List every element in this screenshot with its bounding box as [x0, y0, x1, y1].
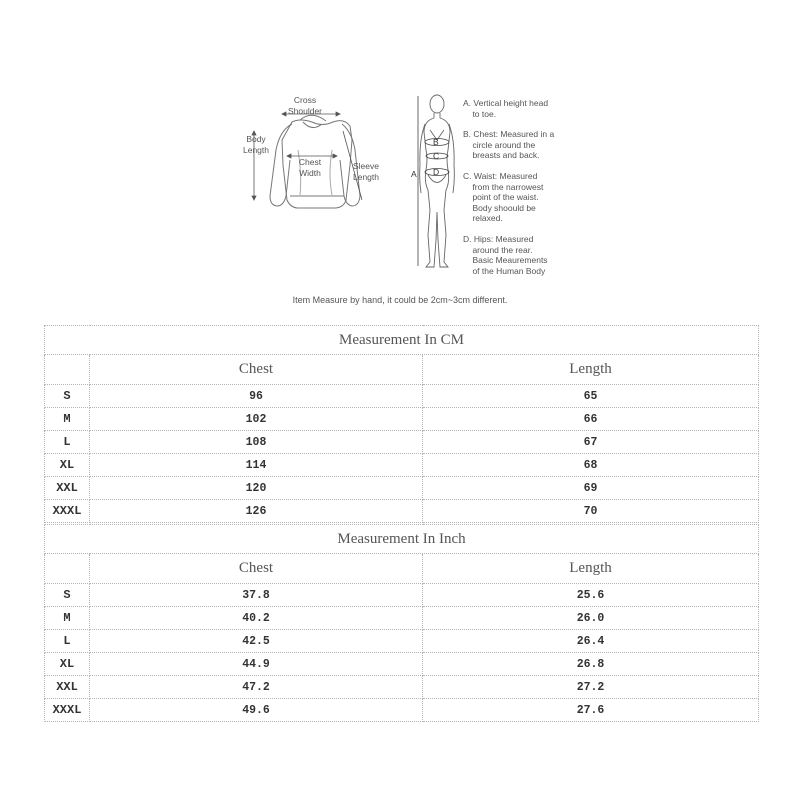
chest-cell: 44.9 — [90, 653, 423, 676]
size-cell: L — [45, 630, 90, 653]
chest-cell: 102 — [90, 408, 423, 431]
inch-size-table — [44, 524, 759, 722]
length-cell: 26.4 — [423, 630, 759, 653]
size-cell: XXL — [45, 676, 90, 699]
length-cell: 66 — [423, 408, 759, 431]
body-figure-diagram — [0, 0, 800, 300]
cm-header-chest: Chest — [90, 355, 423, 385]
size-cell: M — [45, 607, 90, 630]
length-cell: 26.8 — [423, 653, 759, 676]
table-row — [45, 607, 759, 630]
length-cell: 68 — [423, 454, 759, 477]
table-row — [45, 477, 759, 500]
figure-letter-b: B — [433, 137, 439, 147]
chest-cell: 114 — [90, 454, 423, 477]
length-cell: 69 — [423, 477, 759, 500]
figure-letter-c: C — [433, 151, 440, 161]
table-row — [45, 584, 759, 607]
size-cell: S — [45, 385, 90, 408]
inch-header-length: Length — [423, 554, 759, 584]
inch-header-blank — [45, 554, 90, 584]
figure-letter-a: A — [411, 169, 417, 179]
size-cell: XXXL — [45, 699, 90, 722]
chest-cell: 40.2 — [90, 607, 423, 630]
size-cell: XL — [45, 454, 90, 477]
table-row — [45, 408, 759, 431]
body-length-label: Body Length — [243, 134, 269, 155]
size-cell: XXXL — [45, 500, 90, 523]
length-cell: 26.0 — [423, 607, 759, 630]
chest-width-label: Chest Width — [298, 157, 322, 178]
chest-cell: 96 — [90, 385, 423, 408]
table-row — [45, 630, 759, 653]
cm-size-table — [44, 325, 759, 523]
inch-table-title: Measurement In Inch — [45, 525, 759, 554]
measure-note: Item Measure by hand, it could be 2cm~3cm different. — [292, 295, 508, 305]
size-cell: S — [45, 584, 90, 607]
figure-letter-d: D — [433, 167, 440, 177]
table-row — [45, 676, 759, 699]
inch-header-chest: Chest — [90, 554, 423, 584]
chest-cell: 47.2 — [90, 676, 423, 699]
note-a: A. Vertical height head to toe. — [463, 98, 549, 119]
cm-header-blank — [45, 355, 90, 385]
chest-cell: 49.6 — [90, 699, 423, 722]
chest-cell: 37.8 — [90, 584, 423, 607]
cross-shoulder-label: Cross Shoulder — [287, 95, 323, 116]
size-cell: XL — [45, 653, 90, 676]
sleeve-length-label: Sleeve Length — [353, 161, 379, 182]
length-cell: 27.2 — [423, 676, 759, 699]
chest-cell: 42.5 — [90, 630, 423, 653]
length-cell: 65 — [423, 385, 759, 408]
length-cell: 70 — [423, 500, 759, 523]
table-row — [45, 699, 759, 722]
length-cell: 67 — [423, 431, 759, 454]
note-b: B. Chest: Measured in a circle around the breasts and back. — [463, 129, 555, 160]
note-d: D. Hips: Measured around the rear. Basic Meaurements of the Human Body — [463, 234, 548, 276]
size-cell: M — [45, 408, 90, 431]
note-c: C. Waist: Measured from the narrowest point of the waist. Body shoould be relaxed. — [463, 171, 544, 223]
table-row — [45, 431, 759, 454]
chest-cell: 126 — [90, 500, 423, 523]
cm-table-title: Measurement In CM — [45, 326, 759, 355]
size-cell: L — [45, 431, 90, 454]
size-cell: XXL — [45, 477, 90, 500]
table-row — [45, 385, 759, 408]
chest-cell: 120 — [90, 477, 423, 500]
table-row — [45, 454, 759, 477]
length-cell: 27.6 — [423, 699, 759, 722]
chest-cell: 108 — [90, 431, 423, 454]
table-row — [45, 500, 759, 523]
table-row — [45, 653, 759, 676]
cm-header-length: Length — [423, 355, 759, 385]
measurement-illustration — [0, 0, 800, 320]
length-cell: 25.6 — [423, 584, 759, 607]
